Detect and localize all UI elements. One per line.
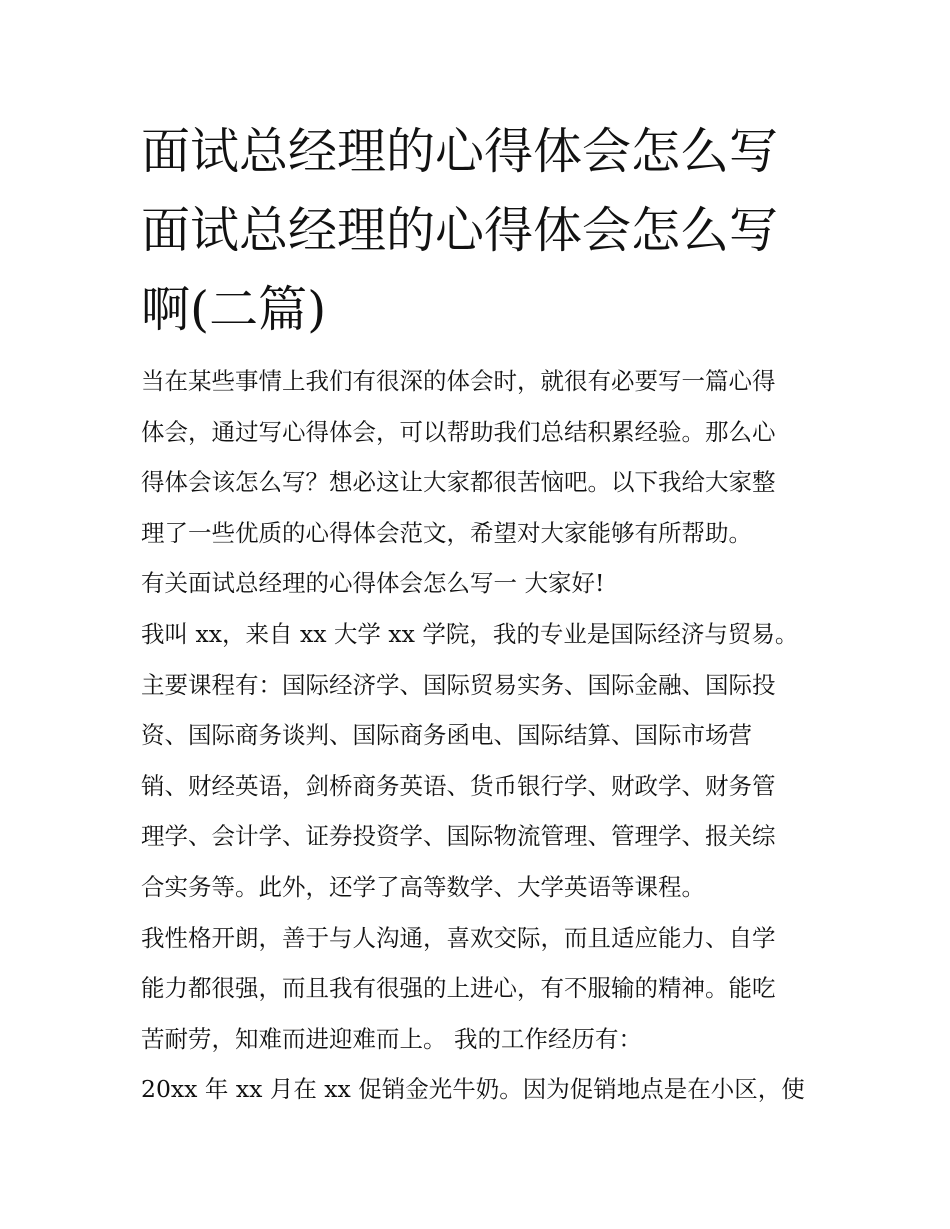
section-heading-line: 有关面试总经理的心得体会怎么写一 大家好! <box>141 569 605 598</box>
body-line: 得体会该怎么写？想必这让大家都很苦恼吧。以下我给大家整 <box>141 468 776 497</box>
title-line: 面试总经理的心得体会怎么写 <box>141 202 779 259</box>
body-line: 合实务等。此外，还学了高等数学、大学英语等课程。 <box>141 872 705 901</box>
body-line: 我叫 xx，来自 xx 大学 xx 学院，我的专业是国际经济与贸易。 <box>141 619 799 648</box>
body-line: 体会，通过写心得体会，可以帮助我们总结积累经验。那么心 <box>141 417 776 446</box>
document-body <box>141 356 831 1115</box>
body-line: 主要课程有：国际经济学、国际贸易实务、国际金融、国际投 <box>141 670 776 699</box>
title-line: 面试总经理的心得体会怎么写 <box>141 123 779 180</box>
title-line: 啊(二篇) <box>141 281 327 338</box>
body-line: 资、国际商务谈判、国际商务函电、国际结算、国际市场营 <box>141 721 752 750</box>
body-line: 当在某些事情上我们有很深的体会时，就很有必要写一篇心得 <box>141 367 776 395</box>
body-line: 销、财经英语，剑桥商务英语、货币银行学、财政学、财务管 <box>141 771 776 800</box>
body-line: 我性格开朗，善于与人沟通，喜欢交际，而且适应能力、自学 <box>141 923 776 952</box>
body-line: 苦耐劳，知难而进迎难而上。 我的工作经历有： <box>141 1024 642 1053</box>
body-line: 20xx 年 xx 月在 xx 促销金光牛奶。因为促销地点是在小区，使 <box>141 1075 805 1104</box>
body-line: 理了一些优质的心得体会范文，希望对大家能够有所帮助。 <box>141 518 752 547</box>
document-title <box>141 112 831 349</box>
body-line: 理学、会计学、证券投资学、国际物流管理、管理学、报关综 <box>141 822 776 851</box>
body-line: 能力都很强，而且我有很强的上进心，有不服输的精神。能吃 <box>141 974 776 1003</box>
